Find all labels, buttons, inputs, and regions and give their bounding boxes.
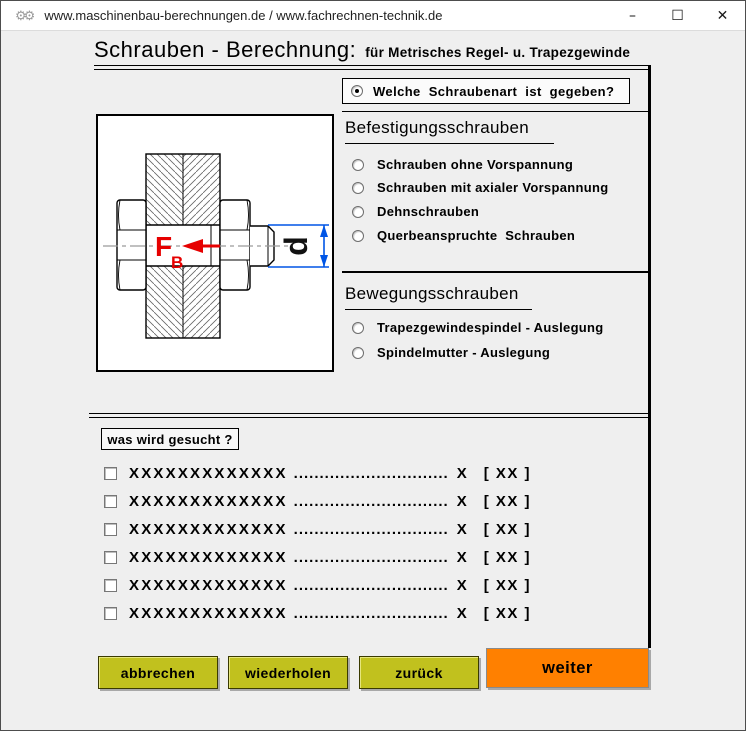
force-label: F	[155, 231, 173, 262]
bolt-joint-diagram	[96, 114, 334, 372]
befestigung-heading: Befestigungsschrauben	[345, 118, 529, 137]
bewegung-heading: Bewegungsschrauben	[345, 284, 519, 303]
search-row: XXXXXXXXXXXXX .............................. X [ XX ]	[104, 515, 531, 543]
radio-icon[interactable]	[352, 322, 364, 334]
page-title: Schrauben - Berechnung:	[94, 37, 357, 62]
search-row: XXXXXXXXXXXXX .............................. X [ XX ]	[104, 487, 531, 515]
checkbox[interactable]	[104, 523, 117, 536]
radio-dehnschrauben[interactable]: Dehnschrauben	[352, 204, 479, 219]
radio-schrauben-ohne-vorspannung[interactable]: Schrauben ohne Vorspannung	[352, 157, 573, 172]
dimension-label: d	[278, 236, 314, 256]
plate-left-lower	[146, 266, 183, 338]
gears-app-icon: ⚙⚙	[15, 7, 33, 23]
checkbox[interactable]	[104, 551, 117, 564]
radio-icon[interactable]	[352, 347, 364, 359]
radio-schrauben-mit-axialer-vorspannung[interactable]: Schrauben mit axialer Vorspannung	[352, 180, 608, 195]
radio-icon[interactable]	[352, 206, 364, 218]
plate-right-lower	[183, 266, 220, 338]
plate-left-upper	[146, 154, 183, 225]
radio-icon[interactable]	[352, 230, 364, 242]
repeat-button[interactable]: wiederholen	[228, 656, 348, 689]
search-row: XXXXXXXXXXXXX .............................. X [ XX ]	[104, 459, 531, 487]
close-button[interactable]: ✕	[716, 8, 729, 24]
search-row: XXXXXXXXXXXXX .............................. X [ XX ]	[104, 543, 531, 571]
radio-icon[interactable]	[352, 159, 364, 171]
cancel-button[interactable]: abbrechen	[98, 656, 218, 689]
page-subtitle: für Metrisches Regel- u. Trapezgewinde	[365, 45, 631, 60]
minimize-button[interactable]: –	[629, 8, 636, 24]
radio-spindelmutter[interactable]: Spindelmutter - Auslegung	[352, 345, 550, 360]
titlebar	[1, 1, 745, 31]
checkbox[interactable]	[104, 579, 117, 592]
search-row: XXXXXXXXXXXXX .............................. X [ XX ]	[104, 571, 531, 599]
question-box[interactable]	[342, 78, 630, 104]
radio-trapezgewindespindel[interactable]: Trapezgewindespindel - Auslegung	[352, 320, 604, 335]
checkbox[interactable]	[104, 495, 117, 508]
window-title: www.maschinenbau-berechnungen.de / www.fachrechnen-technik.de	[44, 8, 443, 23]
question-label: Welche Schraubenart ist gegeben?	[373, 83, 615, 99]
plate-right-upper	[183, 154, 220, 225]
next-button[interactable]: weiter	[486, 648, 649, 688]
question-radio[interactable]	[351, 85, 363, 97]
maximize-button[interactable]: ☐	[671, 8, 684, 24]
bewegung-underline	[345, 309, 532, 310]
search-section-rule	[89, 413, 649, 418]
force-subscript: B	[171, 253, 184, 272]
search-row: XXXXXXXXXXXXX .............................. X [ XX ]	[104, 599, 531, 627]
checkbox[interactable]	[104, 467, 117, 480]
nut	[220, 200, 250, 290]
search-question-box: was wird gesucht ?	[101, 428, 239, 450]
bolt-head	[117, 200, 146, 290]
title-underline	[94, 65, 651, 70]
search-rows	[104, 459, 531, 627]
radio-querbeanspruchte-schrauben[interactable]: Querbeanspruchte Schrauben	[352, 228, 575, 243]
radio-icon[interactable]	[352, 182, 364, 194]
checkbox[interactable]	[104, 607, 117, 620]
befestigung-underline	[345, 143, 554, 144]
section-separator	[342, 271, 648, 273]
back-button[interactable]: zurück	[359, 656, 479, 689]
bolt-drawing-svg	[98, 116, 332, 370]
right-vertical-divider	[648, 65, 651, 648]
rule-under-question-box	[342, 111, 650, 112]
